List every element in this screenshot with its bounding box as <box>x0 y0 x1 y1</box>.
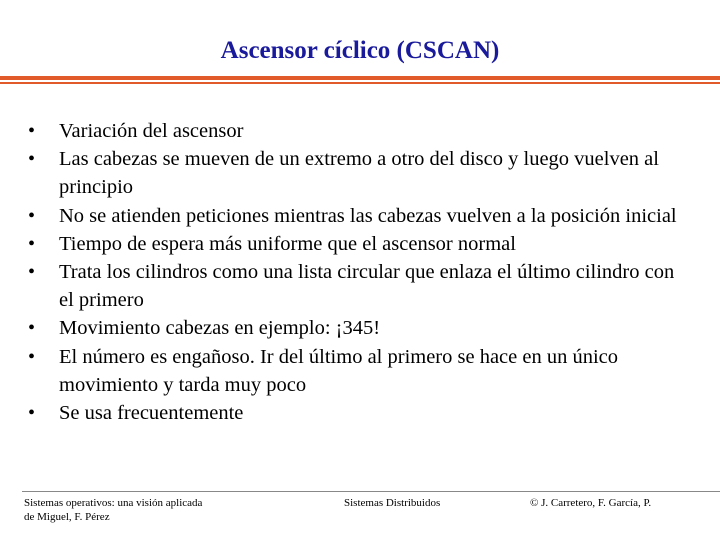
bullet-icon: • <box>28 261 36 284</box>
bullet-icon: • <box>28 345 36 368</box>
bullet-item <box>28 314 688 342</box>
title-divider-thin <box>0 82 720 84</box>
bullet-icon: • <box>28 148 36 171</box>
footer-book-title: Sistemas operativos: una visión aplicada <box>24 497 203 509</box>
bullet-icon: • <box>28 204 36 227</box>
bullet-text: Movimiento cabezas en ejemplo: ¡345! <box>59 317 381 340</box>
footer-copyright: © J. Carretero, F. García, P. <box>530 497 652 509</box>
bullet-list <box>28 117 688 427</box>
bullet-icon: • <box>28 317 36 340</box>
footer-course-name: Sistemas Distribuidos <box>344 497 441 509</box>
bullet-icon: • <box>28 402 36 425</box>
bullet-item <box>28 399 688 427</box>
bullet-text: Tiempo de espera más uniforme que el ascensor normal <box>59 232 516 255</box>
footer-book-reference <box>24 496 274 524</box>
bullet-text: Se usa frecuentemente <box>59 402 244 425</box>
bullet-item <box>28 343 688 399</box>
bullet-item <box>28 258 688 314</box>
footer-divider <box>22 491 720 492</box>
bullet-text: El número es engañoso. Ir del último al primero se hace en un único movimiento y tarda muy poco <box>59 345 619 396</box>
bullet-text: Las cabezas se mueven de un extremo a otro del disco y luego vuelven al principio <box>59 148 659 199</box>
slide-title: Ascensor cíclico (CSCAN) <box>220 37 500 64</box>
title-divider-thick <box>0 76 720 80</box>
bullet-item <box>28 202 688 230</box>
bullet-text: Trata los cilindros como una lista circular que enlaza el último cilindro con el primero <box>59 261 675 312</box>
bullet-icon: • <box>28 232 36 255</box>
bullet-text: Variación del ascensor <box>59 120 244 142</box>
bullet-text: No se atienden peticiones mientras las cabezas vuelven a la posición inicial <box>59 204 677 227</box>
footer-book-authors: de Miguel, F. Pérez <box>24 511 110 523</box>
bullet-item <box>28 145 688 201</box>
bullet-item <box>28 230 688 258</box>
title-divider <box>0 76 720 86</box>
bullet-icon: • <box>28 120 36 142</box>
bullet-item <box>28 117 688 145</box>
